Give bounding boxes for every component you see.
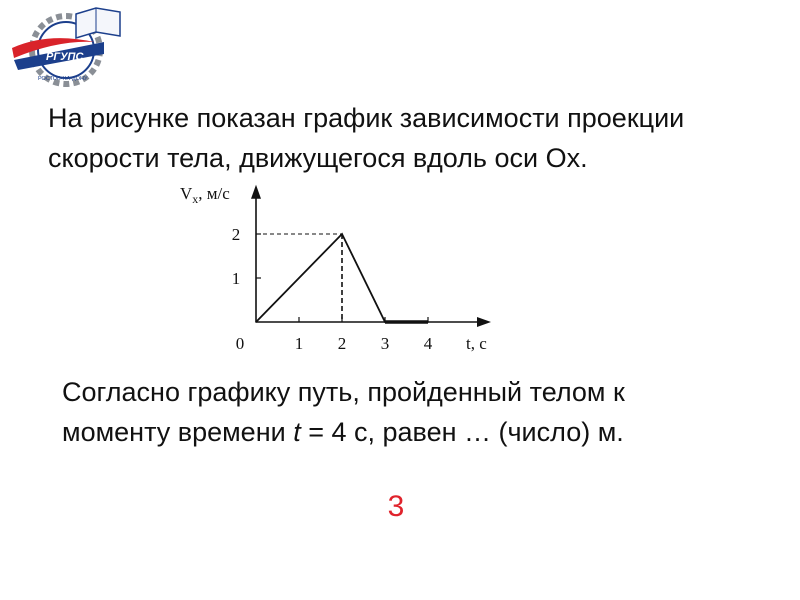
data-point [427, 321, 429, 323]
question-line-1: На рисунке показан график зависимости проекции [48, 103, 685, 133]
y-axis-title: $V_x$, м/с [180, 183, 230, 206]
answer-prompt-line-2-text: моменту времени [62, 417, 294, 447]
question-period: . [580, 143, 588, 173]
x-axis-arrow [477, 317, 491, 327]
data-point [384, 321, 386, 323]
x-tick-label: 2 [337, 334, 347, 353]
answer-value: 3 [387, 490, 405, 523]
y-tick-label: 1 [231, 269, 241, 288]
logo-ring-text: РОСТОВ-НА-ДОНУ [38, 76, 88, 82]
answer-prompt-line-2 [62, 412, 742, 452]
chart-axes [251, 185, 491, 327]
data-point [341, 233, 343, 235]
chart-labels [180, 184, 487, 353]
university-logo [8, 6, 128, 88]
x-tick-label: 1 [294, 334, 304, 353]
answer-prompt-line-1: Согласно графику путь, пройденный телом к [62, 377, 625, 407]
question-line-2 [48, 138, 748, 178]
x-tick-label: 3 [380, 334, 390, 353]
answer-prompt [62, 372, 742, 452]
book-icon [76, 8, 120, 38]
y-axis-arrow [251, 185, 261, 199]
time-variable: t [293, 417, 301, 447]
answer-prompt-line-2-rest: = 4 с, равен … (число) м. [300, 417, 624, 447]
x-tick-label: 0 [235, 334, 245, 353]
question-line-2-text: скорости тела, движущегося вдоль оси [48, 143, 546, 173]
question-text [48, 98, 748, 178]
x-tick-label: 4 [423, 334, 433, 353]
y-tick-label: 2 [231, 225, 241, 244]
logo-text: РГУПС [46, 51, 84, 63]
x-axis-title: t, c [466, 334, 487, 353]
data-point [255, 321, 257, 323]
axis-name: Ox [545, 143, 581, 173]
velocity-time-chart [170, 180, 510, 360]
